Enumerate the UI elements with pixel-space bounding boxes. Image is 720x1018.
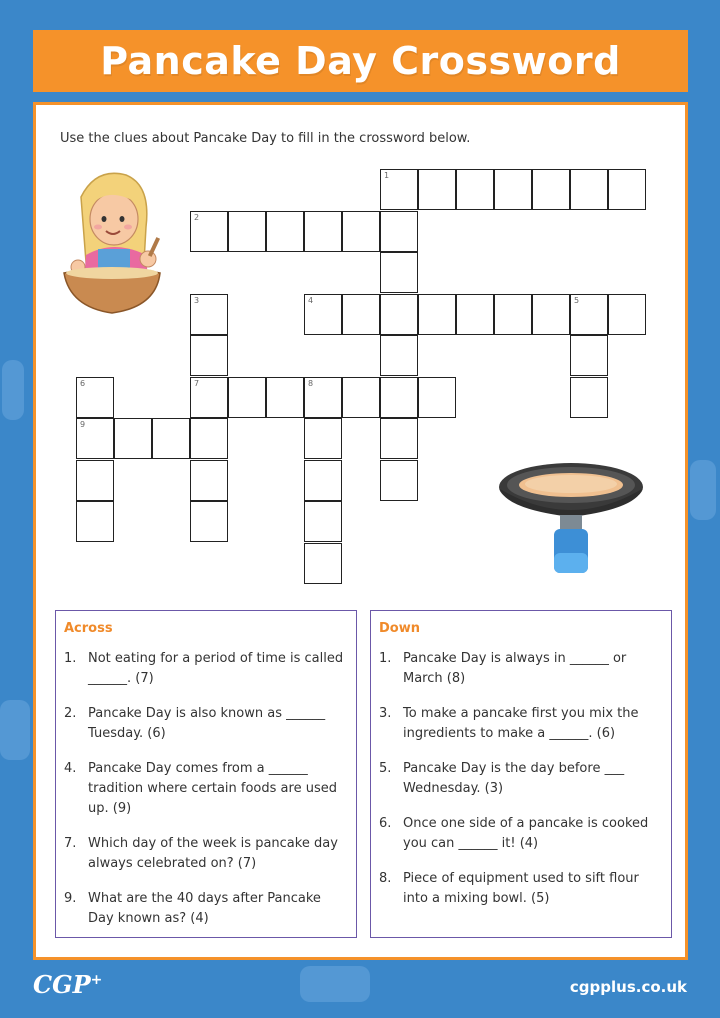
worksheet [33, 102, 688, 960]
crossword-cell[interactable] [380, 211, 418, 252]
clue-number: 1. [379, 651, 392, 666]
clue-number: 2. [64, 706, 77, 721]
crossword-cell[interactable] [190, 460, 228, 501]
clue-text: Not eating for a period of time is called ______. (7) [88, 651, 344, 686]
crossword-cell[interactable] [304, 211, 342, 252]
cell-number: 6 [80, 378, 86, 388]
cell-number: 8 [308, 378, 314, 388]
logo-text: CGP [33, 970, 91, 999]
background-shape [690, 460, 716, 520]
crossword-cell[interactable] [532, 294, 570, 335]
clue-number: 8. [379, 871, 392, 886]
crossword-cell[interactable] [114, 418, 152, 459]
clue-text: Pancake Day is the day before ___ Wednesday. (3) [403, 761, 625, 796]
crossword-cell[interactable] [304, 501, 342, 542]
clue-text: Piece of equipment used to sift flour into a mixing bowl. (5) [403, 871, 639, 906]
crossword-cell[interactable] [190, 211, 228, 252]
crossword-cell[interactable] [570, 294, 608, 335]
crossword-cell[interactable] [228, 377, 266, 418]
cell-number: 1 [384, 171, 390, 180]
clue-number: 6. [379, 816, 392, 831]
background-shape [0, 700, 30, 760]
logo-mark: + [90, 972, 103, 988]
crossword-cell[interactable] [570, 335, 608, 376]
crossword-cell[interactable] [456, 169, 494, 210]
list-item [64, 834, 348, 874]
crossword-cell[interactable] [570, 169, 608, 210]
crossword-cell[interactable] [304, 418, 342, 459]
crossword-cell[interactable] [190, 335, 228, 376]
crossword-cell[interactable] [76, 460, 114, 501]
crossword-cell[interactable] [380, 335, 418, 376]
list-item [64, 649, 348, 689]
crossword-cell[interactable] [380, 460, 418, 501]
background-shape [300, 966, 370, 1002]
clue-number: 3. [379, 706, 392, 721]
clue-text: Which day of the week is pancake day always celebrated on? (7) [88, 836, 338, 871]
across-clues-panel [55, 610, 357, 938]
clue-number: 5. [379, 761, 392, 776]
crossword-cell[interactable] [418, 169, 456, 210]
cell-number: 4 [308, 295, 314, 305]
background-shape [2, 360, 24, 420]
title-banner [33, 30, 688, 92]
crossword-cell[interactable] [76, 418, 114, 459]
list-item [64, 704, 348, 744]
frying-pan-illustration [496, 461, 646, 579]
cell-number: 5 [574, 295, 580, 305]
crossword-cell[interactable] [342, 377, 380, 418]
crossword-cell[interactable] [190, 377, 228, 418]
crossword-cell[interactable] [608, 294, 646, 335]
cell-number: 7 [194, 378, 200, 388]
clue-text: To make a pancake first you mix the ingredients to make a ______. (6) [403, 706, 639, 741]
across-clue-list [64, 649, 348, 944]
clue-number: 7. [64, 836, 77, 851]
crossword-cell[interactable] [304, 294, 342, 335]
crossword-cell[interactable] [266, 377, 304, 418]
footer-url: cgpplus.co.uk [569, 978, 687, 996]
across-heading: Across [64, 621, 113, 636]
crossword-cell[interactable] [380, 294, 418, 335]
cgp-logo [33, 970, 102, 999]
down-clue-list [379, 649, 663, 924]
crossword-cell[interactable] [190, 418, 228, 459]
crossword-cell[interactable] [76, 501, 114, 542]
crossword-cell[interactable] [608, 169, 646, 210]
crossword-cell[interactable] [380, 169, 418, 210]
list-item [64, 759, 348, 819]
crossword-cell[interactable] [342, 294, 380, 335]
clue-text: Pancake Day is also known as ______ Tuesday. (6) [88, 706, 326, 741]
list-item [64, 889, 348, 929]
list-item [379, 869, 663, 909]
crossword-cell[interactable] [304, 460, 342, 501]
down-heading: Down [379, 621, 420, 636]
instructions-text: Use the clues about Pancake Day to fill in the crossword below. [60, 131, 471, 146]
crossword-cell[interactable] [76, 377, 114, 418]
cell-number: 2 [194, 212, 200, 222]
clue-text: Pancake Day is always in ______ or March (8) [403, 651, 627, 686]
list-item [379, 814, 663, 854]
cell-number: 3 [194, 295, 200, 305]
crossword-cell[interactable] [380, 252, 418, 293]
crossword-cell[interactable] [570, 377, 608, 418]
crossword-cell[interactable] [456, 294, 494, 335]
clue-text: Once one side of a pancake is cooked you can ______ it! (4) [403, 816, 649, 851]
crossword-cell[interactable] [380, 377, 418, 418]
crossword-cell[interactable] [190, 294, 228, 335]
clue-text: What are the 40 days after Pancake Day known as? (4) [88, 891, 321, 926]
crossword-cell[interactable] [152, 418, 190, 459]
crossword-cell[interactable] [266, 211, 304, 252]
crossword-cell[interactable] [342, 211, 380, 252]
down-clues-panel [370, 610, 672, 938]
page-title: Pancake Day Crossword [100, 39, 621, 83]
clue-number: 9. [64, 891, 77, 906]
crossword-cell[interactable] [190, 501, 228, 542]
crossword-cell[interactable] [418, 294, 456, 335]
list-item [379, 759, 663, 799]
clue-number: 1. [64, 651, 77, 666]
list-item [379, 649, 663, 689]
crossword-cell[interactable] [494, 169, 532, 210]
cell-number: 9 [80, 420, 86, 429]
crossword-cell[interactable] [494, 294, 532, 335]
crossword-cell[interactable] [380, 418, 418, 459]
crossword-cell[interactable] [532, 169, 570, 210]
crossword-cell[interactable] [304, 377, 342, 418]
clue-text: Pancake Day comes from a ______ tradition where certain foods are used up. (9) [88, 761, 337, 816]
crossword-cell[interactable] [304, 543, 342, 584]
crossword-cell[interactable] [228, 211, 266, 252]
clue-number: 4. [64, 761, 77, 776]
list-item [379, 704, 663, 744]
crossword-cell[interactable] [418, 377, 456, 418]
